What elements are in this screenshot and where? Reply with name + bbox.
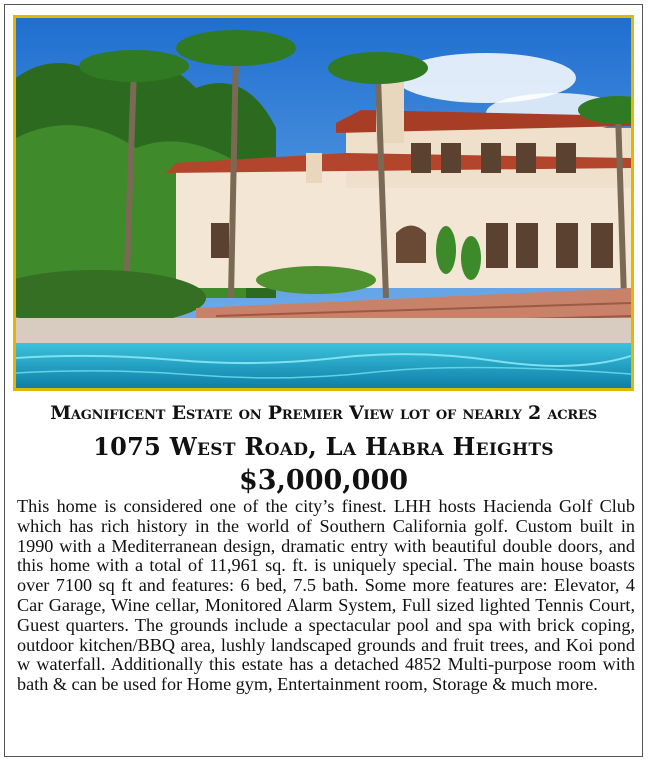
listing-address: 1075 West Road, La Habra Heights (93, 432, 554, 461)
property-photo (13, 15, 634, 391)
listing-price: $3,000,000 (238, 465, 409, 496)
estate-illustration (16, 18, 631, 388)
listing-headline: Magnificent Estate on Premier View lot of nearly 2 acres (50, 402, 597, 424)
listing-ad (4, 4, 643, 757)
listing-description: This home is considered one of the city’s finest. LHH hosts Hacienda Golf Club which has rich history in the world of Southern California golf. Custom built in 1990 with a Mediterranean design, dramatic entry with beautiful double doors, and this home with a total of 11,961 sq. ft. is uniquely special. The main house boasts over 7100 sq ft and features: 6 bed, 7.5 bath. Some more features are: Elevator, 4 Car Garage, Wine cellar, Monitored Alarm System, Full sized lighted Tennis Court, Guest quarters. The grounds include a spectacular pool and spa with brick coping, outdoor kitchen/BBQ area, lushly landscaped grounds and fruit trees, and Koi pond w waterfall. Additionally this estate has a detached 4852 Multi-purpose room with bath & can be used for Home gym, Entertainment room, Storage & much more. (17, 496, 635, 695)
